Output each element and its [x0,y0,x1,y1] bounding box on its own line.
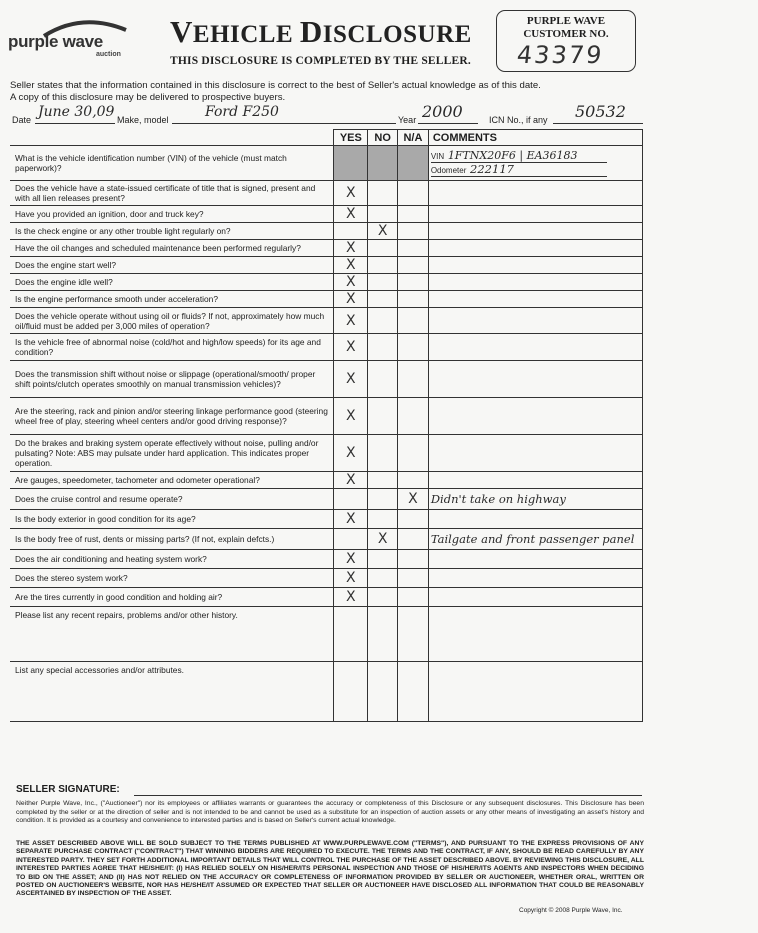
odometer-label: Odometer [430,165,467,175]
answer-yes-cell[interactable]: X [334,569,368,588]
col-no: NO [368,130,398,146]
table-row [10,529,643,550]
seller-signature-label: SELLER SIGNATURE: [16,784,120,795]
answer-yes-cell[interactable]: X [334,435,368,472]
answer-no-cell[interactable] [368,181,398,206]
answer-no-cell[interactable] [368,472,398,489]
answer-no-cell[interactable] [368,489,398,510]
comment-cell[interactable] [428,472,642,489]
vin-row [10,146,643,181]
comment-cell[interactable] [428,181,642,206]
answer-na-cell[interactable] [398,257,429,274]
icn-label: ICN No., if any [489,115,548,125]
comment-cell[interactable] [428,529,642,550]
answer-no-cell[interactable] [368,274,398,291]
answer-no-cell[interactable] [368,361,398,398]
table-row [10,274,643,291]
answer-yes-cell[interactable]: X [334,472,368,489]
purple-wave-logo [6,12,134,58]
answer-no-cell[interactable] [368,510,398,529]
question-text: Does the vehicle have a state-issued certificate of title that is signed, present and with all lien releases present? [10,181,334,206]
comment-cell[interactable] [428,274,642,291]
answer-yes-cell[interactable] [334,489,368,510]
page-subtitle: THIS DISCLOSURE IS COMPLETED BY THE SELLER. [170,55,471,67]
answer-yes-cell[interactable]: X [334,510,368,529]
comment-text: Tailgate and front passenger panel [430,531,635,546]
accessories-row-blank-cell [368,662,398,722]
answer-no-cell[interactable]: X [368,529,398,550]
comment-cell[interactable] [428,489,642,510]
page-title: VEHICLE DISCLOSURE [170,14,472,49]
accessories-row-comment-cell[interactable] [428,662,642,722]
vin-field[interactable]: 1FTNX20F6 | EA36183 [447,148,578,162]
comment-cell[interactable] [428,588,642,607]
table-row [10,206,643,223]
answer-no-cell[interactable] [368,308,398,334]
year-label: Year [398,115,417,125]
answer-yes-cell[interactable]: X [334,181,368,206]
repairs-row-label: Please list any recent repairs, problems and/or other history. [10,607,334,662]
answer-no-cell[interactable] [368,206,398,223]
col-na: N/A [398,130,429,146]
comment-cell[interactable] [428,510,642,529]
seller-statement: Seller states that the information contained in this disclosure is correct to the best of Seller's actual knowledge as of this date. A copy of this disclosure may be delivered to prospective buyers. [10,80,541,103]
comment-cell[interactable] [428,206,642,223]
logo-subtext: auction [96,51,121,58]
seller-signature-field[interactable] [134,795,642,796]
vin-label: VIN [430,151,445,161]
answer-yes-cell[interactable]: X [334,274,368,291]
comment-cell[interactable] [428,435,642,472]
question-text: Does the stereo system work? [10,569,334,588]
customer-number-box [496,10,636,72]
answer-no-cell[interactable] [368,398,398,435]
answer-no-cell[interactable] [368,334,398,361]
answer-yes-cell[interactable]: X [334,588,368,607]
comment-cell[interactable] [428,240,642,257]
table-row [10,223,643,240]
answer-na-cell[interactable] [398,361,429,398]
date-label: Date [12,115,32,125]
answer-no-cell[interactable] [368,435,398,472]
question-text: Does the transmission shift without noise or slippage (operational/smooth/ proper shift points/clutch operates smoothly on manual transmission vehicles)? [10,361,334,398]
answer-no-cell[interactable] [368,588,398,607]
disclaimer-paragraph: Neither Purple Wave, Inc., ("Auctioneer") nor its employees or affiliates warrants or guarantees the accuracy or completeness of this Disclosure or any subsequent disclosures. This Disclosure has been completed by the seller or at the direction of seller and is not intended to be and cannot be used as a substitute for an inspection of auction assets or any other means of investigating an asset's history and condition. It is provided as a courtesy and convenience to interested parties and is based on Seller's current actual knowledge. [16,800,644,825]
comment-text: Didn't take on highway [430,491,566,506]
table-row [10,361,643,398]
question-text: Is the body free of rust, dents or missing parts? (If not, explain defcts.) [10,529,334,550]
answer-no-cell[interactable] [368,550,398,569]
table-row [10,588,643,607]
comment-cell[interactable] [428,398,642,435]
header-blank [10,130,334,146]
answer-yes-cell[interactable]: X [334,206,368,223]
question-text: Does the air conditioning and heating system work? [10,550,334,569]
comment-cell[interactable] [428,257,642,274]
terms-paragraph: THE ASSET DESCRIBED ABOVE WILL BE SOLD SUBJECT TO THE TERMS PUBLISHED AT WWW.PURPLEWAVE.COM ("TERMS"), AND PURSUANT TO THE EXPRESS PROVISIONS OF ANY SEPARATE PURCHASE CONTRACT ("CONTRACT") THAT WINNING BIDDERS ARE REQUIRED TO EXECUTE. THE TERMS AND THE CONTRACT, IF ANY, SHOULD BE READ CAREFULLY BY ANY INTERESTED PARTY. THEY SET FORTH ADDITIONAL IMPORTANT DETAILS THAT WILL CONTROL THE PURCHASE OF THE ASSET DESCRIBED ABOVE. BY REVIEWING THIS DISCLOSURE, ALL INTERESTED PARTIES AGREE THAT HE/SHE/IT: (I) HAS RELIED SOLELY ON HIS/HER/ITS PERSONAL INSPECTION AND THOSE OF HIS/HER/ITS AGENTS AND INSPECTORS WHEN DECIDING TO BID ON THE ASSET; AND (II) HAS NOT RELIED ON THE ACCURACY OR COMPLETENESS OF INFORMATION PROVIDED BY SELLER OR AUCTIONEER, WHETHER ORAL, WRITTEN OR POSTED ON AUCTIONEER'S WEBSITE, NOR HAS HE/SHE/IT ASSUMED OR EXPECTED THAT SELLER OR AUCTIONEER HAVE DISCLOSED ALL INFORMATION THAT COULD BE REASONABLY ASCERTAINED BY INSPECTION OF THE ASSET. [16,840,644,898]
answer-na-cell[interactable] [398,223,429,240]
vin-yes-cell [334,146,368,181]
answer-no-cell[interactable] [368,291,398,308]
comment-cell[interactable] [428,569,642,588]
answer-na-cell[interactable] [398,308,429,334]
answer-na-cell[interactable] [398,334,429,361]
answer-no-cell[interactable] [368,240,398,257]
answer-na-cell[interactable] [398,435,429,472]
col-comments: COMMENTS [428,130,642,146]
table-row [10,308,643,334]
answer-yes-cell[interactable]: X [334,398,368,435]
table-row [10,489,643,510]
answer-na-cell[interactable] [398,240,429,257]
answer-yes-cell[interactable] [334,529,368,550]
answer-yes-cell[interactable]: X [334,308,368,334]
disclosure-table [10,129,643,722]
table-row [10,257,643,274]
comment-cell[interactable] [428,361,642,398]
answer-yes-cell[interactable]: X [334,361,368,398]
vin-comment-cell [428,146,642,181]
answer-yes-cell[interactable]: X [334,550,368,569]
answer-na-cell[interactable] [398,569,429,588]
question-text: Do the brakes and braking system operate effectively without noise, pulling and/or pulsating? Note: ABS may pulsate under hard application. This indicates proper operation. [10,435,334,472]
answer-na-cell[interactable] [398,472,429,489]
question-text: Are the tires currently in good condition and holding air? [10,588,334,607]
table-row [10,291,643,308]
answer-no-cell[interactable]: X [368,223,398,240]
question-text: Have the oil changes and scheduled maintenance been performed regularly? [10,240,334,257]
comment-cell[interactable] [428,291,642,308]
table-row [10,472,643,489]
question-text: Does the engine start well? [10,257,334,274]
make-model-label: Make, model [117,115,169,125]
make-model-field[interactable]: Ford F250 [205,104,279,120]
table-row [10,435,643,472]
repairs-row-blank-cell [368,607,398,662]
table-row [10,334,643,361]
table-row [10,240,643,257]
answer-na-cell[interactable] [398,510,429,529]
answer-yes-cell[interactable]: X [334,257,368,274]
repairs-row-blank-cell [398,607,429,662]
question-text: Does the engine idle well? [10,274,334,291]
vin-question: What is the vehicle identification number (VIN) of the vehicle (must match paperwork)? [10,146,334,181]
accessories-row-blank-cell [334,662,368,722]
question-text: Is the body exterior in good condition for its age? [10,510,334,529]
answer-na-cell[interactable] [398,206,429,223]
icn-field[interactable]: 50532 [575,102,626,121]
comment-cell[interactable] [428,223,642,240]
odometer-field[interactable]: 222117 [470,161,514,176]
answer-no-cell[interactable] [368,569,398,588]
question-text: Does the vehicle operate without using oil or fluids? If not, approximately how much oil/fluid must be added per 3,000 miles of operation? [10,308,334,334]
question-text: Does the cruise control and resume operate? [10,489,334,510]
table-row [10,181,643,206]
question-text: Is the engine performance smooth under acceleration? [10,291,334,308]
repairs-row [10,607,643,662]
question-text: Is the vehicle free of abnormal noise (cold/hot and high/low speeds) for its age and condition? [10,334,334,361]
comment-cell[interactable] [428,334,642,361]
accessories-row-label: List any special accessories and/or attributes. [10,662,334,722]
answer-na-cell[interactable] [398,529,429,550]
answer-yes-cell[interactable] [334,223,368,240]
question-text: Are gauges, speedometer, tachometer and odometer operational? [10,472,334,489]
logo-wordmark: purple wave [8,32,103,51]
question-text: Is the check engine or any other trouble light regularly on? [10,223,334,240]
table-row [10,569,643,588]
table-row [10,550,643,569]
answer-na-cell[interactable] [398,274,429,291]
repairs-row-comment-cell[interactable] [428,607,642,662]
answer-na-cell[interactable] [398,398,429,435]
year-field[interactable]: 2000 [422,102,463,121]
accessories-row-blank-cell [398,662,429,722]
col-yes: YES [334,130,368,146]
answer-na-cell[interactable] [398,181,429,206]
comment-cell[interactable] [428,550,642,569]
comment-cell[interactable] [428,308,642,334]
question-text: Have you provided an ignition, door and truck key? [10,206,334,223]
date-field[interactable]: June 30,09 [38,104,115,120]
customer-number-label: PURPLE WAVE CUSTOMER NO. [523,15,609,40]
answer-na-cell[interactable] [398,291,429,308]
vin-na-cell [398,146,429,181]
answer-na-cell[interactable]: X [398,489,429,510]
answer-na-cell[interactable] [398,588,429,607]
table-row [10,510,643,529]
customer-number-value[interactable]: 43379 [515,41,605,69]
accessories-row [10,662,643,722]
repairs-row-blank-cell [334,607,368,662]
copyright: Copyright © 2008 Purple Wave, Inc. [519,907,623,914]
answer-no-cell[interactable] [368,257,398,274]
vin-no-cell [368,146,398,181]
table-header-row [10,130,643,146]
table-row [10,398,643,435]
answer-na-cell[interactable] [398,550,429,569]
question-text: Are the steering, rack and pinion and/or steering linkage performance good (steering wheel free of play, steering wheel centers and/or good driving response)? [10,398,334,435]
answer-yes-cell[interactable]: X [334,291,368,308]
answer-yes-cell[interactable]: X [334,334,368,361]
answer-yes-cell[interactable]: X [334,240,368,257]
